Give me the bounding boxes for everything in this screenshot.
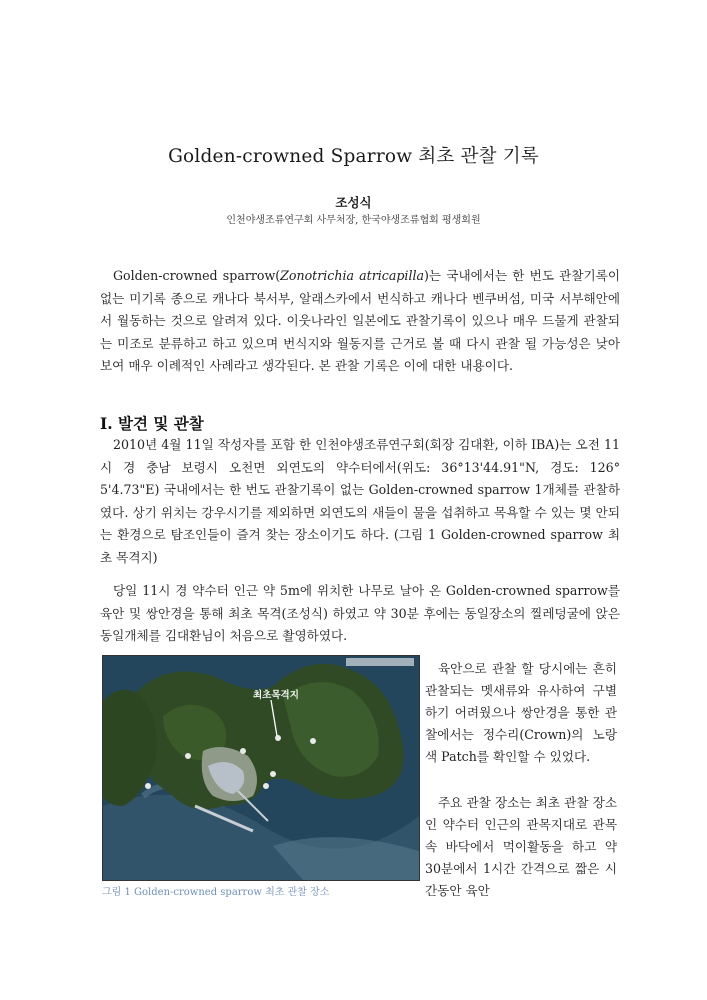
section-paragraph-2-text: 당일 11시 경 약수터 인근 약 5m에 위치한 나무로 날아 온 Golden-crowned sparrow를 육안 및 쌍안경을 통해 최초 목격(조성식) 하였고 약 30분 후에는 동일장소의 찔레덩굴에 앉은 동일개체를 김대환님이 처음으로 촬영하였다. — [100, 583, 620, 643]
section-paragraph-3 — [425, 658, 617, 768]
species-scientific-name: Zonotrichia atricapilla — [280, 268, 425, 283]
intro-paragraph — [100, 265, 620, 378]
section-paragraph-4-text: 주요 관찰 장소는 최초 관찰 장소인 약수터 인근의 관목지대로 관목 속 바닥에서 먹이활동을 하고 약 30분에서 1시간 간격으로 짧은 시간동안 육안 — [425, 795, 617, 898]
section-paragraph-4 — [425, 792, 617, 902]
figure-caption: 그림 1 Golden-crowned sparrow 최초 관찰 장소 — [102, 887, 330, 898]
document-title: Golden-crowned Sparrow 최초 관찰 기록 — [168, 146, 539, 167]
map-sighting-label: 최초목격지 — [253, 690, 299, 701]
section-paragraph-1 — [100, 434, 620, 569]
author-affiliation: 인천야생조류연구회 사무처장, 한국야생조류협회 평생회원 — [226, 215, 481, 226]
section-paragraph-3-text: 육안으로 관찰 할 당시에는 흔히 관찰되는 멧새류와 유사하여 구별하기 어려웠으나 쌍안경을 통한 관찰에서는 정수리(Crown)의 노랑색 Patch를 확인할 수 있었다. — [425, 661, 617, 764]
intro-text-start: Golden-crowned sparrow( — [113, 268, 281, 283]
section-heading: I. 발견 및 관찰 — [100, 414, 204, 433]
island-map — [103, 656, 419, 880]
intro-text-rest: )는 국내에서는 한 번도 관찰기록이 없는 미기록 종으로 캐나다 북서부, 알래스카에서 번식하고 캐나다 벤쿠버섬, 미국 서부해안에서 월동하는 것으로 알려져 있다. 이웃나라인 일본에도 관찰기록이 있으나 매우 드물게 관찰되는 미조로 분류하고 하고 있으며 번식지와 월동지를 근거로 볼 때 다시 관찰 될 가능성은 낮아 보여 매우 이례적인 사례라고 생각된다. 본 관찰 기록은 이에 대한 내용이다. — [100, 268, 620, 373]
author-name: 조성식 — [335, 195, 372, 210]
section-paragraph-2 — [100, 580, 620, 648]
satellite-map-image — [102, 655, 420, 881]
section-paragraph-1-text: 2010년 4월 11일 작성자를 포함 한 인천야생조류연구회(회장 김대환, 이하 IBA)는 오전 11시 경 충남 보령시 오천면 외연도의 약수터에서(위도: 36°13'44.91"N, 경도: 126° 5'4.73"E) 국내에서는 한 번도 관찰기록이 없는 Golden-crowned sparrow 1개체를 관찰하였다. 상기 위치는 강우시기를 제외하면 외연도의 새들이 물을 섭취하고 목욕할 수 있는 몇 안되는 환경으로 탐조인들이 즐겨 찾는 장소이기도 하다. (그림 1 Golden-crowned sparrow 최초 목격지) — [100, 437, 620, 565]
